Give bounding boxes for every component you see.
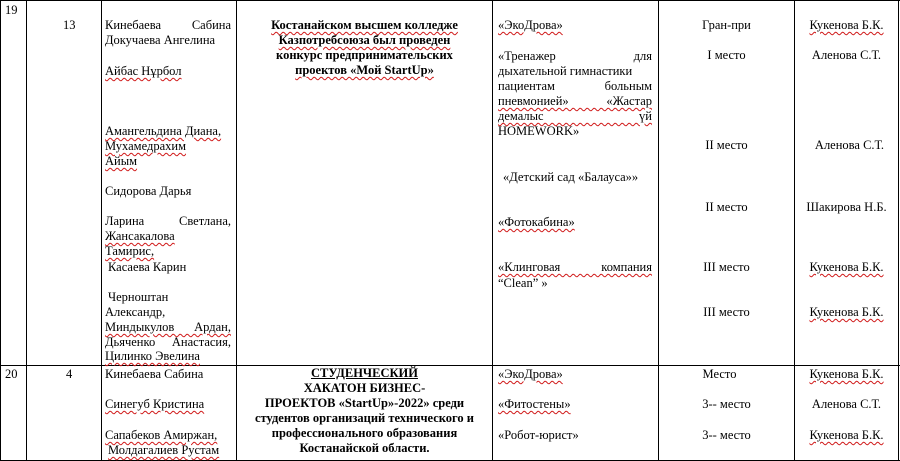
mentor-name: Аленова С.Т. [811, 397, 882, 411]
participant-name: Докучаева Ангелина [105, 33, 216, 47]
participant-name: Сидорова Дарья [105, 184, 192, 198]
project-name: «Робот-юрист» [498, 428, 579, 442]
mentor-line [795, 18, 898, 33]
participant-name: Айбас Нұрбол [105, 64, 182, 78]
project-name: HOMEWORK» [498, 124, 580, 138]
project-name: пневмонией» «Жастар [498, 94, 652, 108]
event-line: студентов организаций технического и [254, 411, 474, 425]
event-line: конкурс предпринимательских [276, 48, 453, 62]
event-line: ПРОЕКТОВ «StartUp»-2022» среди [264, 396, 465, 410]
project-name: «ЭкоДрова» [498, 18, 563, 32]
mentor-name: Кукенова Б.К. [809, 367, 884, 381]
event-text: СТУДЕНЧЕСКИЙ [311, 366, 418, 380]
mentor-line [795, 305, 898, 320]
place-label: Гран-при [702, 18, 751, 32]
row-number: 19 [5, 3, 18, 17]
participant-name: Дьяченко Анастасия, [105, 335, 231, 349]
event-line: Костанайской области. [299, 441, 430, 455]
table-column-divider [658, 0, 659, 461]
participant-name: Амангельдина Диана, [105, 124, 222, 138]
place-label: 3-- место [702, 397, 751, 411]
participant-name: Айым [105, 154, 138, 168]
mentor-line [795, 260, 898, 275]
table-column-divider [492, 0, 493, 461]
participant-name: Молдагалиев Рустам [108, 443, 220, 457]
mentor-name: Кукенова Б.К. [809, 260, 884, 274]
mentor-line [795, 367, 898, 382]
mentor-name: Кукенова Б.К. [809, 305, 884, 319]
participant-name: Мухамедрахим [105, 139, 186, 153]
participant-name: Кинебаева Сабина [105, 18, 231, 32]
project-name: «Тренажер для [498, 49, 652, 63]
mentor-name: Шакирова Н.Б. [806, 200, 887, 214]
project-name: дыхательной гимнастики [498, 64, 633, 78]
row-number: 20 [5, 367, 18, 381]
place-label: II место [705, 200, 748, 214]
place-label: 3-- место [702, 428, 751, 442]
project-name: «Фотокабина» [498, 215, 575, 229]
event-line [237, 18, 492, 33]
participant-name: Черноштан [108, 290, 169, 304]
participant-name: Ларина Светлана, [105, 214, 231, 228]
participant-name: Тамирис, [105, 244, 155, 258]
event-text: Казпотребсоюза был проведен [278, 33, 451, 47]
event-line [237, 366, 492, 381]
participant-name: Сапабеков Амиржан, [105, 428, 218, 442]
participant-name: Кинебаева Сабина [105, 367, 204, 381]
place-label: I место [707, 48, 746, 62]
project-name: «ЭкоДрова» [498, 367, 563, 381]
mentor-name: Аленова С.Т. [811, 48, 882, 62]
event-line [237, 33, 492, 48]
participant-count: 4 [66, 367, 73, 381]
participant-name: Жансакалова [105, 229, 175, 243]
event-line: ХАКАТОН БИЗНЕС- [303, 381, 426, 395]
place-label: III место [703, 305, 750, 319]
place-label: Место [702, 367, 737, 381]
participant-name: Александр, [105, 305, 166, 319]
participant-name: Касаева Карин [108, 260, 187, 274]
table-border-left [0, 0, 1, 461]
participant-name: Цилинко Эвелина [105, 349, 200, 363]
table-column-divider [101, 0, 102, 461]
participant-name: Синегуб Кристина [105, 397, 205, 411]
project-name: демалыс үй [498, 109, 652, 123]
project-name: «Клинговая компания [498, 260, 652, 274]
table-column-divider [794, 0, 795, 461]
mentor-name: Аленова С.Т. [814, 138, 885, 152]
mentor-line [795, 428, 898, 443]
project-name: пациентам больным [498, 79, 652, 93]
event-text: проектов «Мой StartUp» [295, 63, 434, 77]
place-label: III место [703, 260, 750, 274]
table-column-divider [26, 0, 27, 461]
event-line: профессионального образования [271, 426, 458, 440]
mentor-name: Кукенова Б.К. [809, 428, 884, 442]
mentor-name: Кукенова Б.К. [809, 18, 884, 32]
project-name: «Фитостены» [498, 397, 571, 411]
project-name: «Детский сад «Балауса»» [503, 170, 639, 184]
event-text: Костанайском высшем колледже [271, 18, 458, 32]
participant-name: Миндыкулов Ардан, [105, 320, 231, 334]
table-row-divider [0, 0, 900, 1]
place-label: II место [705, 138, 748, 152]
event-line [237, 63, 492, 78]
table-border-right [898, 0, 899, 461]
project-name: “Clean” » [498, 276, 548, 290]
participant-count: 13 [63, 18, 76, 32]
